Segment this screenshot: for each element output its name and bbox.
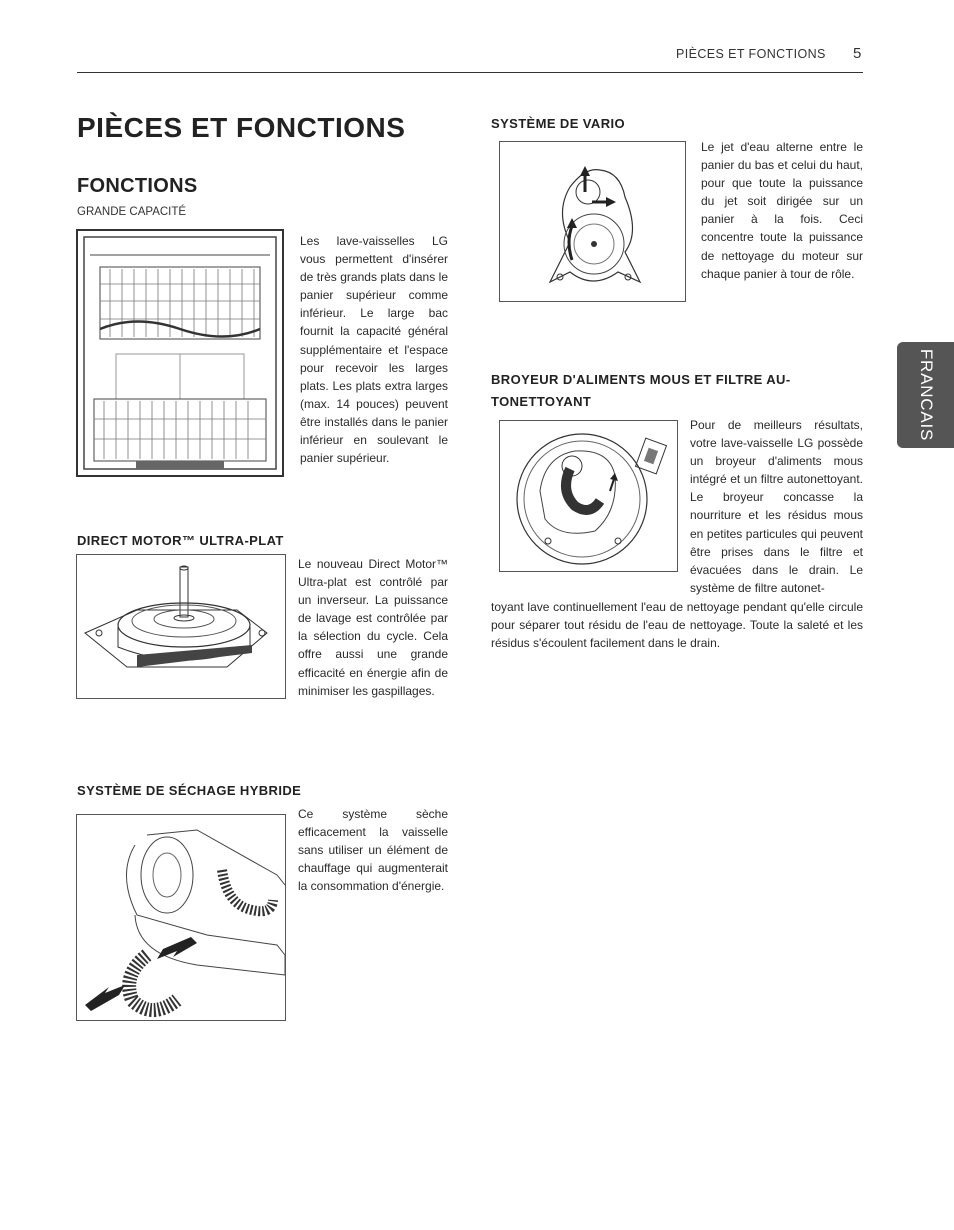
grande-capacite-text: Les lave-vaisselles LG vous permettent d'insérer de très grands plats dans le panier supérieur comme inférieur. Le large bac fournit la capacité général supplémentaire et l'espace pour recevoir les larges plats. Les plats extra larges (max. 14 pouces) peuvent être installés dans le panier inférieur en soulevant le panier supérieur.	[300, 234, 448, 466]
subsection-title-grande-capacite: GRANDE CAPACITÉ	[77, 206, 187, 218]
direct-motor-text: Le nouveau Direct Motor™ Ultra-plat est contrôlé par un inverseur. La puissance de lavage est contrôlée par la sélection du cycle. Cela offre aussi une grande efficacité en énergie afin de minimiser les gaspillages.	[298, 557, 448, 698]
section-title: FONCTIONS	[77, 175, 198, 197]
header-rule	[77, 72, 863, 73]
running-header: PIÈCES ET FONCTIONS	[676, 47, 826, 61]
dishwasher-interior-image	[76, 229, 284, 477]
sechage-text: Ce système sèche efficacement la vaisselle sans utiliser un élément de chauffage qui augmenterait la consommation d'énergie.	[298, 807, 448, 894]
direct-motor-image	[76, 554, 286, 699]
broyeur-heading-line2: TONETTOYANT	[491, 394, 592, 409]
direct-motor-heading: DIRECT MOTOR™ ULTRA-PLAT	[77, 533, 284, 548]
broyeur-heading-line1: BROYEUR D'ALIMENTS MOUS ET FILTRE AU-	[491, 372, 791, 387]
vario-heading: SYSTÈME DE VARIO	[491, 116, 626, 131]
broyeur-text-full: toyant lave continuellement l'eau de nettoyage pendant qu'elle circule pour séparer tout résidu de l'eau de nettoyage. Toute la saleté et les résidus s'écoulent facilement dans le drain.	[491, 600, 863, 651]
food-grinder-image	[499, 420, 678, 572]
vario-text: Le jet d'eau alterne entre le panier du bas et celui du haut, pour que toute la puissance du jet soit dirigée sur un panier à la fois. Ceci concentre toute la puissance de nettoyage du moteur sur chaque panier à tour de rôle.	[701, 140, 863, 281]
vario-system-image	[499, 141, 686, 302]
language-tab-label: FRANCAIS	[916, 348, 936, 442]
hybrid-dryer-image	[76, 814, 286, 1021]
broyeur-text-side: Pour de meilleurs résultats, votre lave-vaisselle LG possède un broyeur d'aliments mous intégré et un filtre autonettoyant. Le broyeur concasse la nourriture et les résidus mous en petites particules qui peuvent être prises dans le filtre et évacuées dans le drain. Le système de filtre autonet-	[690, 418, 863, 595]
page-number: 5	[853, 45, 862, 62]
page-title: PIÈCES ET FONCTIONS	[77, 112, 406, 143]
sechage-heading: SYSTÈME DE SÉCHAGE HYBRIDE	[77, 783, 302, 798]
language-tab	[897, 342, 954, 448]
